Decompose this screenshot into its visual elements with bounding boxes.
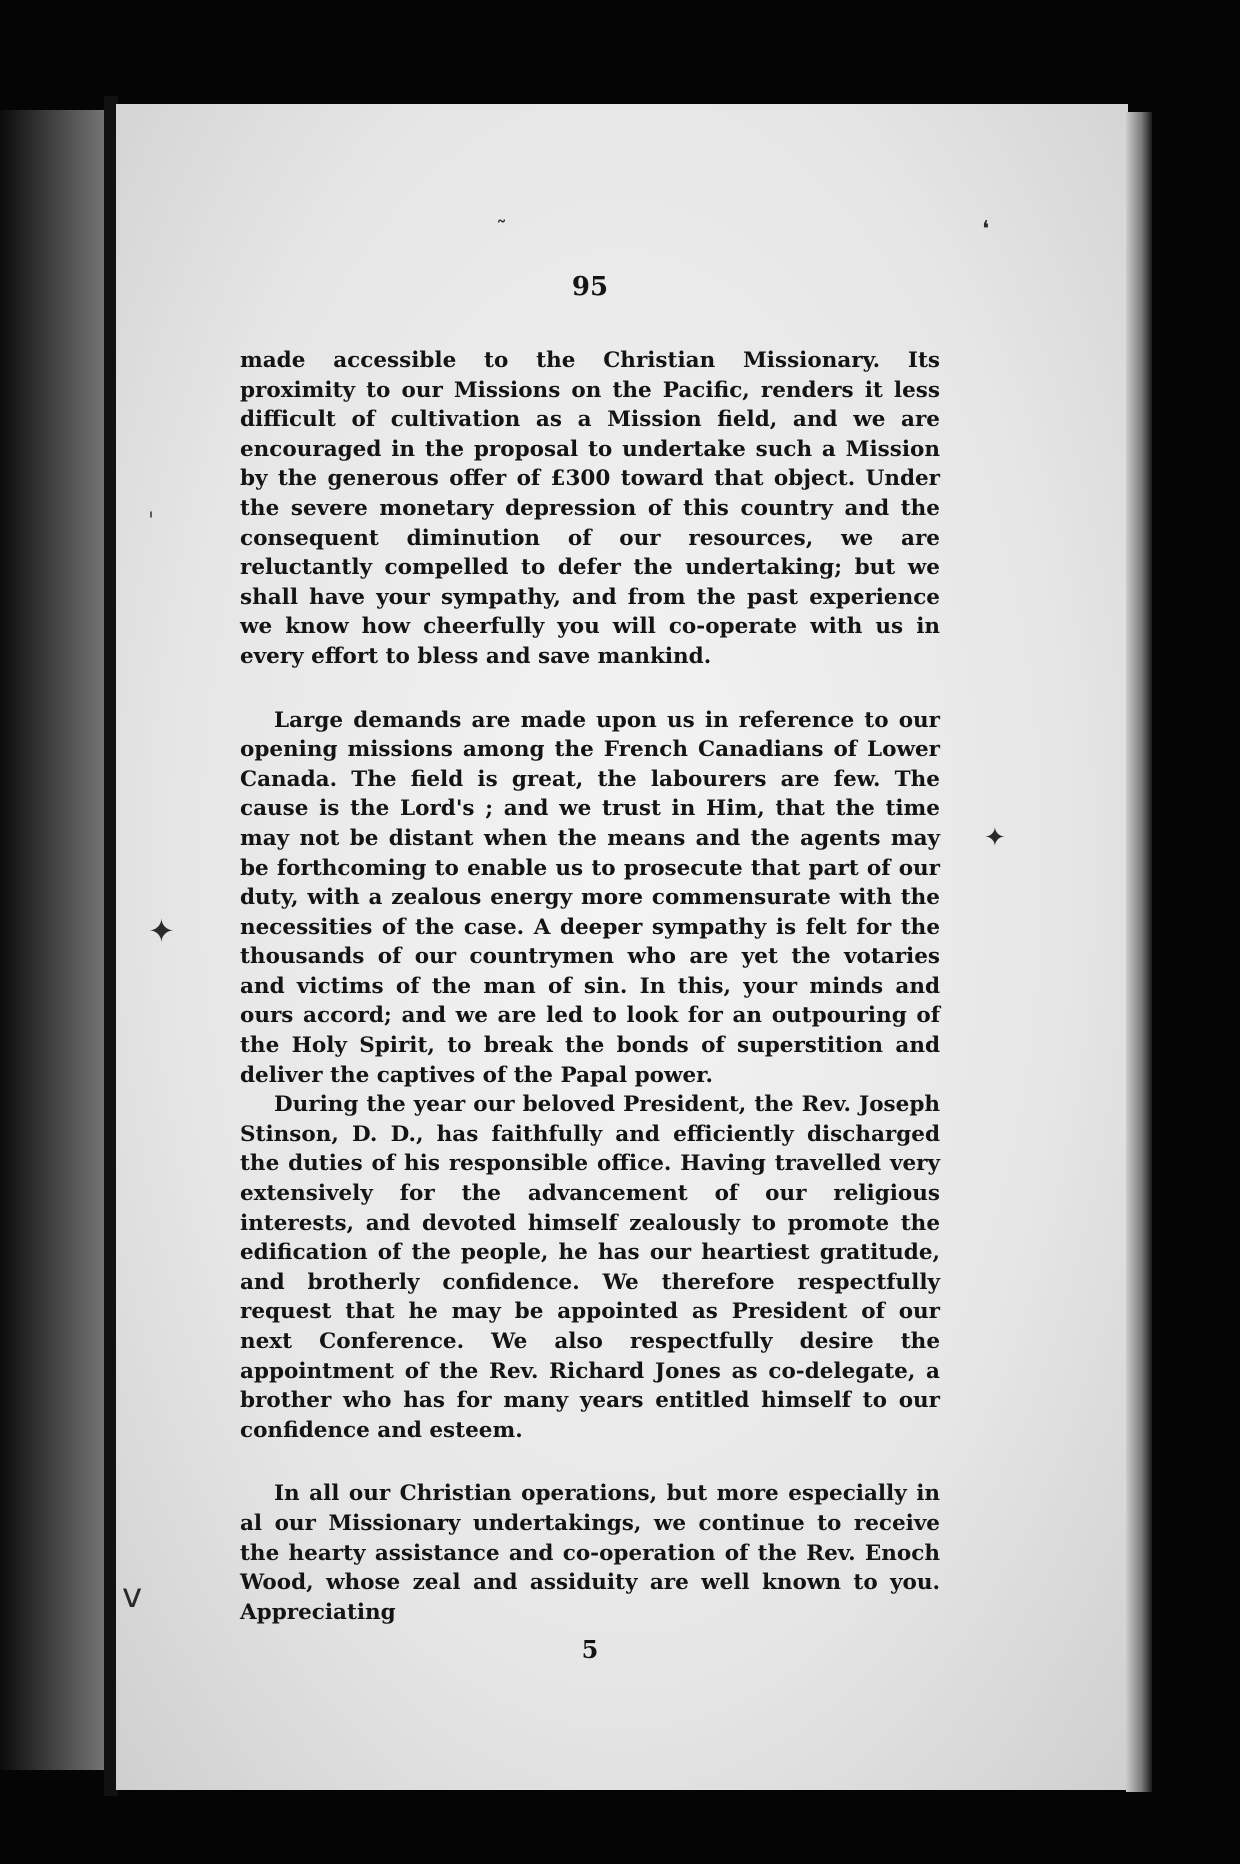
paragraph-enoch-wood: In all our Christian operations, but more especially in al our Missionary undertakings, we continue to receive the hearty assistance and co-operation of the Rev. Enoch Wood, whose zeal and assiduity are well known to you. Appreciating — [240, 1481, 940, 1625]
page-text — [240, 272, 940, 1665]
paragraph-mission-field: made accessible to the Christian Missionary. Its proximity to our Missions on the Pacific, renders it less difficult of cultivation as a Mission field, and we are encouraged in the proposal to undertake such a Mission by the generous offer of £300 toward that object. Under the severe monetary depression of this country and the consequent diminution of our resources, we are reluctantly compelled to defer the undertaking; but we shall have your sympathy, and from the past experience we know how cheerfully you will co-operate with us in every effort to bless and save mankind. — [240, 348, 940, 669]
signature-mark: 5 — [581, 1635, 599, 1665]
right-page-edge — [1126, 112, 1152, 1792]
margin-ink-mark: ˷ — [496, 199, 507, 224]
paragraph-french-canadians: Large demands are made upon us in reference to our opening missions among the French Canadians of Lower Canada. The field is great, the labourers are few. The cause is the Lord's ; and we trust in Him, that the time may not be distant when the means and the agents may be forthcoming to enable us to prosecute that part of our duty, with a zealous energy more commensurate with the necessities of the case. A deeper sympathy is felt for the thousands of our countrymen who are yet the votaries and victims of the man of sin. In this, your minds and ours accord; and we are led to look for an outpouring of the Holy Spirit, to break the bonds of superstition and deliver the captives of the Papal power. — [240, 707, 940, 1088]
page-number: 95 — [571, 272, 609, 302]
paragraph-gap — [240, 672, 940, 706]
paragraph-gap — [240, 1445, 940, 1479]
margin-ink-mark: ❛ — [982, 217, 990, 242]
margin-ink-mark: ⅴ — [122, 1576, 143, 1616]
facing-page-edge — [0, 110, 112, 1770]
margin-ink-mark: ✦ — [984, 823, 1006, 853]
margin-speck: ˌ — [148, 495, 155, 520]
margin-ink-mark: ✦ — [148, 912, 175, 950]
paragraph-president: During the year our beloved President, the Rev. Joseph Stinson, D. D., has faithfully and efficiently discharged the duties of his responsible office. Having travelled very extensively for the advancement of our religious interests, and devoted himself zealously to promote the edification of the people, he has our heartiest gratitude, and brotherly confidence. We therefore respectfully request that he may be appointed as President of our next Conference. We also respectfully desire the appointment of the Rev. Richard Jones as co-delegate, a brother who has for many years entitled himself to our confidence and esteem. — [240, 1092, 940, 1443]
